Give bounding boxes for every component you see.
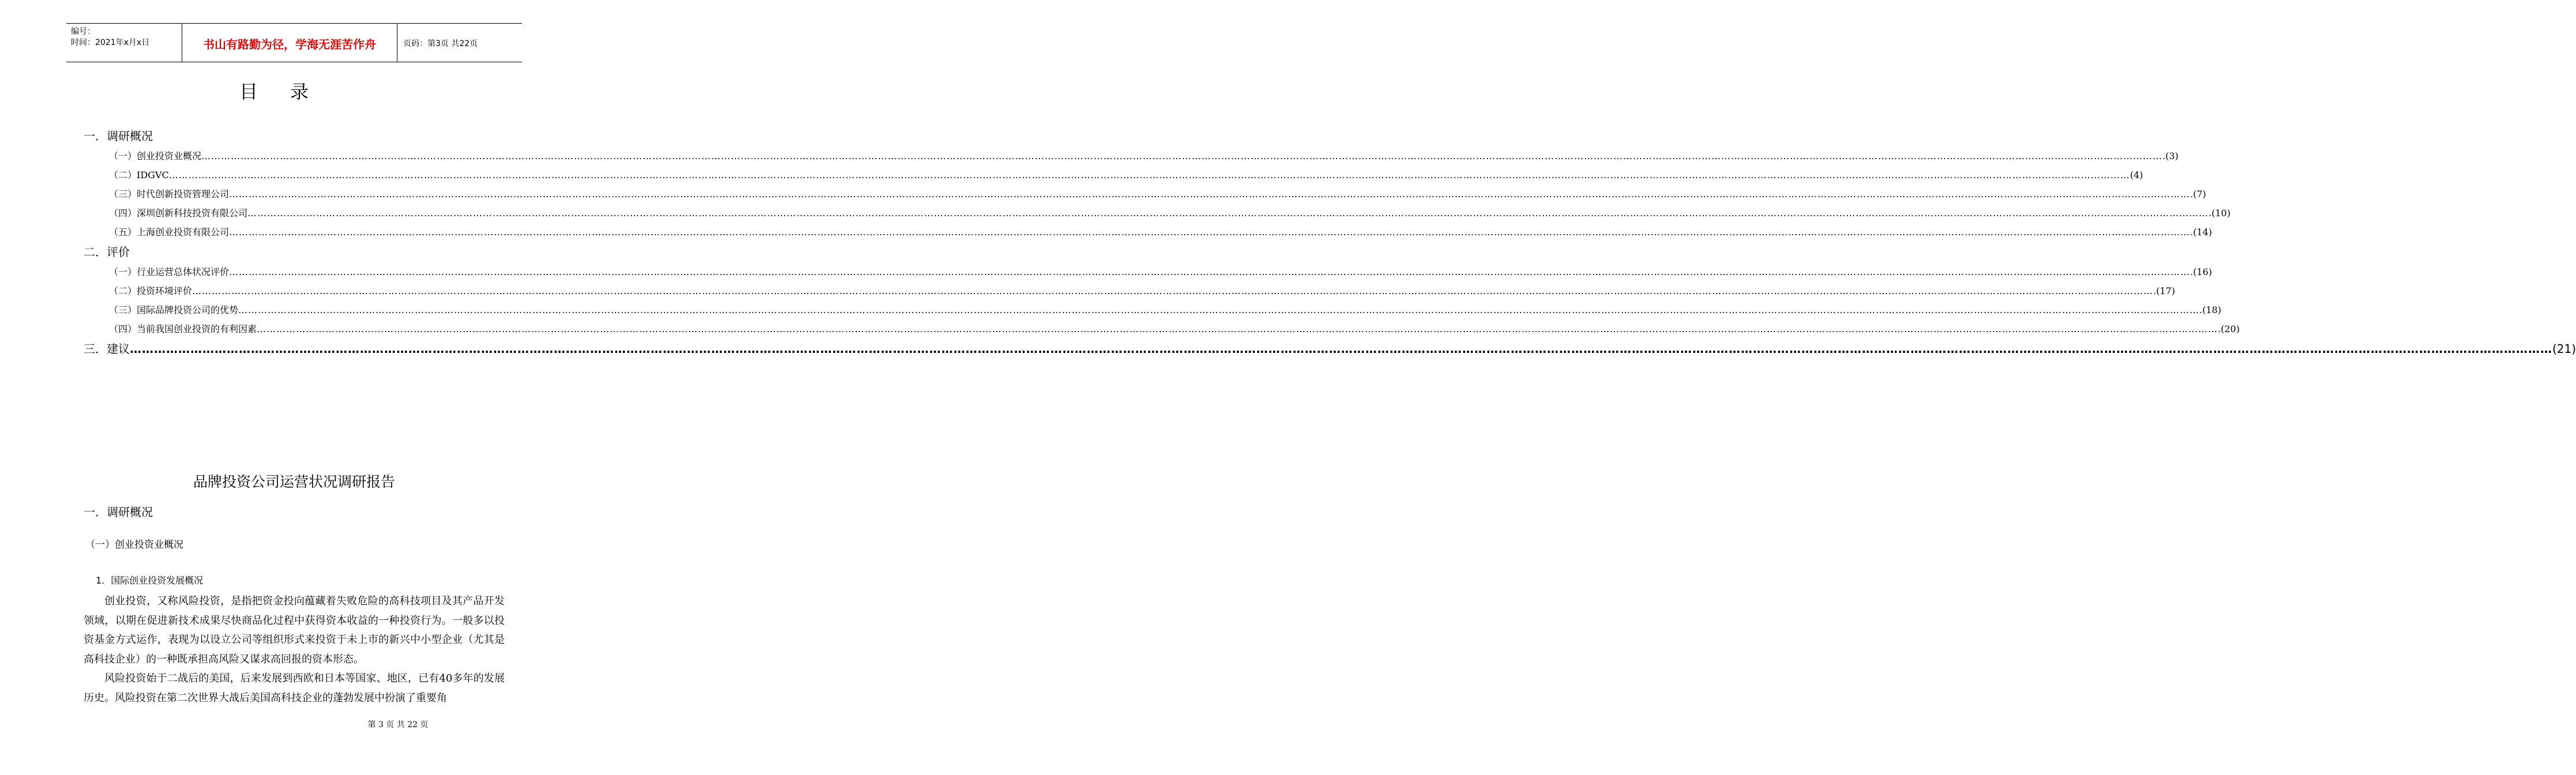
toc-section-label: 三．建议 [84,342,130,356]
toc-item-label: （五）上海创业投资有限公司 [109,227,230,238]
toc-item[interactable] [84,300,2221,319]
toc-page-number: (21) [2552,342,2576,356]
toc-item-label: （二）IDGVC [109,170,169,180]
toc-item-label: （一）创业投资业概况 [109,151,202,161]
toc-item-label: （三）国际品牌投资公司的优势 [109,304,239,315]
toc-item[interactable] [84,146,2179,165]
toc-section-2[interactable] [84,242,453,262]
toc-page-number: .(20) [2218,323,2240,334]
toc-page-number: .(7) [2190,189,2206,200]
number-label: 编号： [71,27,95,36]
header-page-info: 页码：第3页 共22页 [403,39,478,48]
body-text [84,592,505,708]
toc-page-number: (4) [2130,170,2143,180]
toc-page-number: .(3) [2162,151,2179,161]
time-label: 时间：2021年x月x日 [71,38,150,47]
toc-leader-dots: …………………………………………………………………………………………………………………………………………………………………………………………………………………………………………………………………………………………………………………………………………………………………………………………………………………………………………………………………………………………………………………………………………………… [201,151,2163,161]
toc-leader-dots: …………………………………………………………………………………………………………………………………………………………………………………………………………………………………………………………………………………………………………………………………………………………………………………………………………………………………………………………………………………………………………………………………………………… [247,208,2209,219]
toc-page-number: .(17) [2153,285,2175,296]
toc-page-number: .(18) [2199,304,2221,315]
toc-leader-dots: …………………………………………………………………………………………………………………………………………………………………………………………………………………………………………………………………………………………………………………………………………………………………………………………………………………………………………………………………………………………………………………………………………………… [168,170,2130,180]
subsection-heading: （一）创业投资业概况 [85,539,183,551]
page-footer: 第 3 页 共 22 页 [367,720,429,729]
toc-item[interactable] [84,165,2143,185]
toc-item-label: （四）当前我国创业投资的有利因素 [109,323,257,334]
toc-leader-dots: …………………………………………………………………………………………………………………………………………………………………………………………………………………………………………………………………………………………………………………………………………………………………………………………………………………………………………………………………………………………………………………………………………………… [192,285,2154,296]
toc-leader-dots: …………………………………………………………………………………………………………………………………………………………………………………………………………………………………………………………………………………………………………………………………………………………………………………………………………………………………………………………………………………………………………………………………………………… [229,189,2191,200]
toc-page-number: .(14) [2190,227,2212,238]
toc-page-number: .(16) [2190,266,2212,277]
toc-page-number: .(10) [2209,208,2230,219]
subsubsection-heading: 1．国际创业投资发展概况 [96,575,204,586]
toc-leader-dots: …………………………………………………………………………………………………………………………………………………………………………………………………………………………………………………………………………………………………………………………………………………………………………………………………………………………………………………………………………………………………………………………………………………… [238,304,2200,315]
toc-leader-dots: …………………………………………………………………………………………………………………………………………………………………………………………………………………………………………………………………………………………………………………………………………………………………………………………………………………………………………………………………………………………………………………………………………………… [130,342,2552,356]
motto-text: 书山有路勤为径，学海无涯苦作舟 [203,37,376,51]
section-heading: 一．调研概况 [84,505,153,519]
toc-leader-dots: …………………………………………………………………………………………………………………………………………………………………………………………………………………………………………………………………………………………………………………………………………………………………………………………………………………………………………………………………………………………………………………………………………………… [257,323,2218,334]
toc-section-1[interactable] [84,126,453,146]
paragraph: 创业投资，又称风险投资，是指把资金投向蕴藏着失败危险的高科技项目及其产品开发领域，以期在促进新技术成果尽快商品化过程中获得资本收益的一种投资行为。一般多以投资基金方式运作，表现为以设立公司等组织形式来投资于未上市的新兴中小型企业（尤其是高科技企业）的一种既承担高风险又谋求高回报的资本形态。 [84,595,505,665]
header-page-cell [397,24,522,62]
toc-section-3[interactable] [84,338,2576,359]
toc-item-label: （四）深圳创新科技投资有限公司 [109,208,248,219]
page-header [66,23,522,62]
toc-item-label: （二）投资环境评价 [109,285,193,296]
table-of-contents [84,126,2576,359]
toc-section-label: 二．评价 [84,245,130,259]
document-title: 品牌投资公司运营状况调研报告 [193,473,395,490]
toc-item-label: （三）时代创新投资管理公司 [109,189,230,200]
toc-item-label: （一）行业运营总体状况评价 [109,266,230,277]
toc-item[interactable] [84,262,2212,281]
toc-leader-dots: …………………………………………………………………………………………………………………………………………………………………………………………………………………………………………………………………………………………………………………………………………………………………………………………………………………………………………………………………………………………………………………………………………………… [229,266,2191,277]
toc-section-label: 一．调研概况 [84,129,153,143]
toc-item[interactable] [84,281,2175,300]
toc-item[interactable] [84,223,2212,242]
header-motto-cell [182,24,397,62]
paragraph: 风险投资始于二战后的美国，后来发展到西欧和日本等国家、地区，已有40多年的发展历史。风险投资在第二次世界大战后美国高科技企业的蓬勃发展中扮演了重要角 [84,672,505,704]
header-meta-cell [66,24,182,62]
toc-item[interactable] [84,319,2240,338]
toc-item[interactable] [84,185,2206,204]
toc-title: 目录 [239,81,341,103]
toc-leader-dots: …………………………………………………………………………………………………………………………………………………………………………………………………………………………………………………………………………………………………………………………………………………………………………………………………………………………………………………………………………………………………………………………………………………… [229,227,2191,238]
toc-item[interactable] [84,204,2230,223]
